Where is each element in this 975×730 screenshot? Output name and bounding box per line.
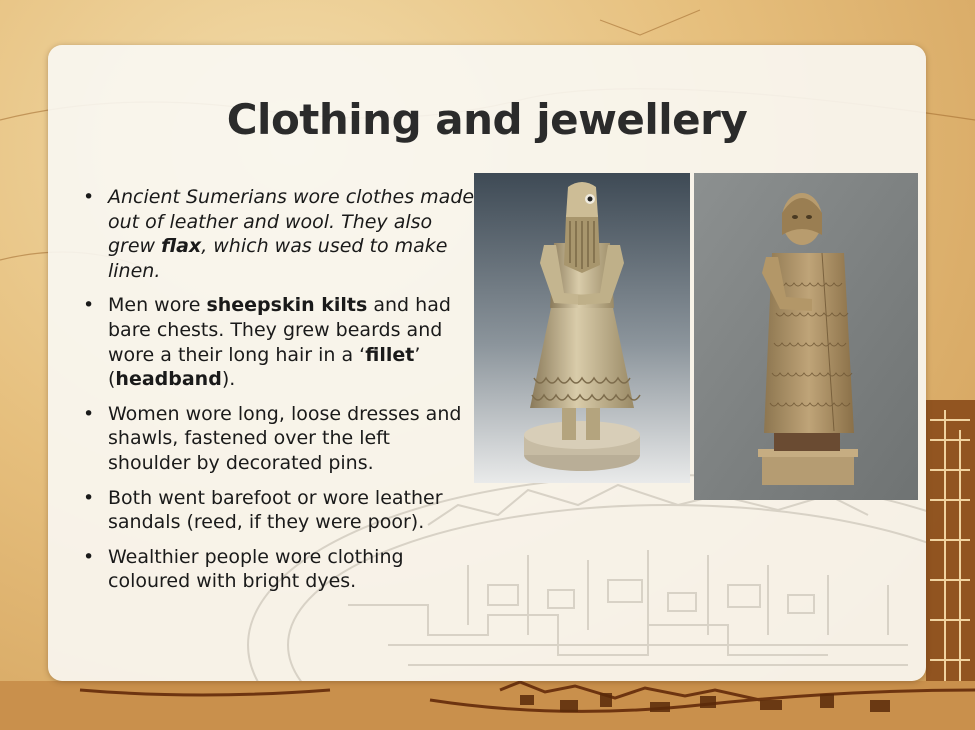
bullet-list	[78, 185, 478, 604]
list-item	[78, 486, 478, 535]
bullet-text: , which was used to make linen.	[108, 235, 448, 282]
bullet-glyph: •	[83, 186, 95, 208]
bold-term-sheepskin-kilts: sheepskin kilts	[206, 294, 368, 317]
female-statue-photo	[694, 173, 918, 500]
bullet-text: ’ (	[108, 343, 421, 391]
bullet-glyph: •	[83, 486, 95, 509]
list-item	[78, 402, 478, 476]
bullet-text: and had bare chests. They grew beards and wore a their long hair in a ‘	[108, 294, 451, 366]
male-statue-photo	[474, 173, 690, 483]
content-card	[48, 45, 926, 681]
bullet-glyph: •	[83, 402, 95, 425]
bullet-text: Men wore	[108, 294, 207, 317]
bold-term-headband: headband	[115, 368, 222, 391]
bullet-text: Both went barefoot or wore leather sandals (reed, if they were poor).	[108, 486, 443, 534]
slide-title: Clothing and jewellery	[226, 95, 748, 144]
list-item	[78, 545, 478, 594]
bold-term-flax: flax	[161, 235, 202, 258]
bullet-glyph: •	[83, 545, 95, 568]
bullet-text: Wealthier people wore clothing coloured with bright dyes.	[108, 545, 404, 593]
list-item	[78, 185, 478, 283]
bullet-text: Ancient Sumerians wore clothes made out of leather and wool. They also grew	[108, 186, 475, 258]
list-item	[78, 293, 478, 391]
bullet-text: Women wore long, loose dresses and shawls, fastened over the left shoulder by decorated pins.	[108, 402, 462, 474]
bullet-text: ).	[221, 368, 236, 391]
bullet-glyph: •	[83, 294, 95, 317]
bold-term-fillet: fillet	[365, 343, 415, 366]
